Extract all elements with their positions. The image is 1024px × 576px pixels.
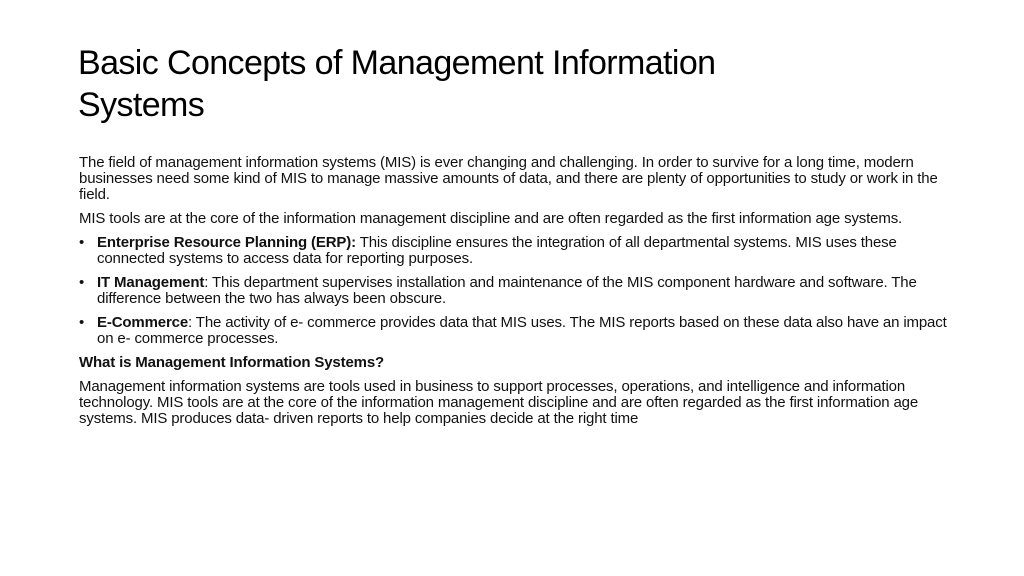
intro-paragraph: The field of management information systems (MIS) is ever changing and challenging. In order to survive for a long time, modern businesses need some kind of MIS to manage massive amounts of data, and there are plenty of opportunities to study or work in the field. — [79, 154, 938, 203]
mis-tools-paragraph: MIS tools are at the core of the information management discipline and are often regarded as the first information age systems. — [79, 210, 903, 227]
bullet-item-it-management — [79, 275, 947, 307]
bullet-text-it-management: : This department supervises installation and maintenance of the MIS component hardware and software. The difference between the two has always been obscure. — [97, 274, 917, 307]
bullet-item-erp — [79, 235, 947, 267]
bullet-text-e-commerce: : The activity of e- commerce provides data that MIS uses. The MIS reports based on these data also have an impact on e- commerce processes. — [97, 314, 947, 347]
bullet-term-erp: Enterprise Resource Planning (ERP): — [97, 234, 356, 251]
discipline-bullet-list — [79, 235, 947, 347]
bullet-item-e-commerce — [79, 315, 947, 347]
slide-title-line-2: Systems — [78, 86, 205, 124]
bullet-term-it-management: IT Management — [97, 274, 205, 291]
slide-body — [79, 155, 947, 435]
bullet-icon: • — [79, 314, 85, 331]
bullet-text-erp: This discipline ensures the integration of all departmental systems. MIS uses these connected systems to access data for reporting purposes. — [97, 234, 897, 267]
bullet-icon: • — [79, 274, 85, 291]
question-heading: What is Management Information Systems? — [79, 354, 385, 371]
slide-title — [78, 42, 958, 126]
bullet-term-e-commerce: E-Commerce — [97, 314, 189, 331]
bullet-icon: • — [79, 234, 85, 251]
slide-title-line-1: Basic Concepts of Management Information — [78, 44, 716, 82]
definition-paragraph: Management information systems are tools used in business to support processes, operations, and intelligence and information technology. MIS tools are at the core of the information management discipline and are often regarded as the first information age systems. MIS produces data- driven reports to help companies decide at the right time — [79, 378, 919, 427]
